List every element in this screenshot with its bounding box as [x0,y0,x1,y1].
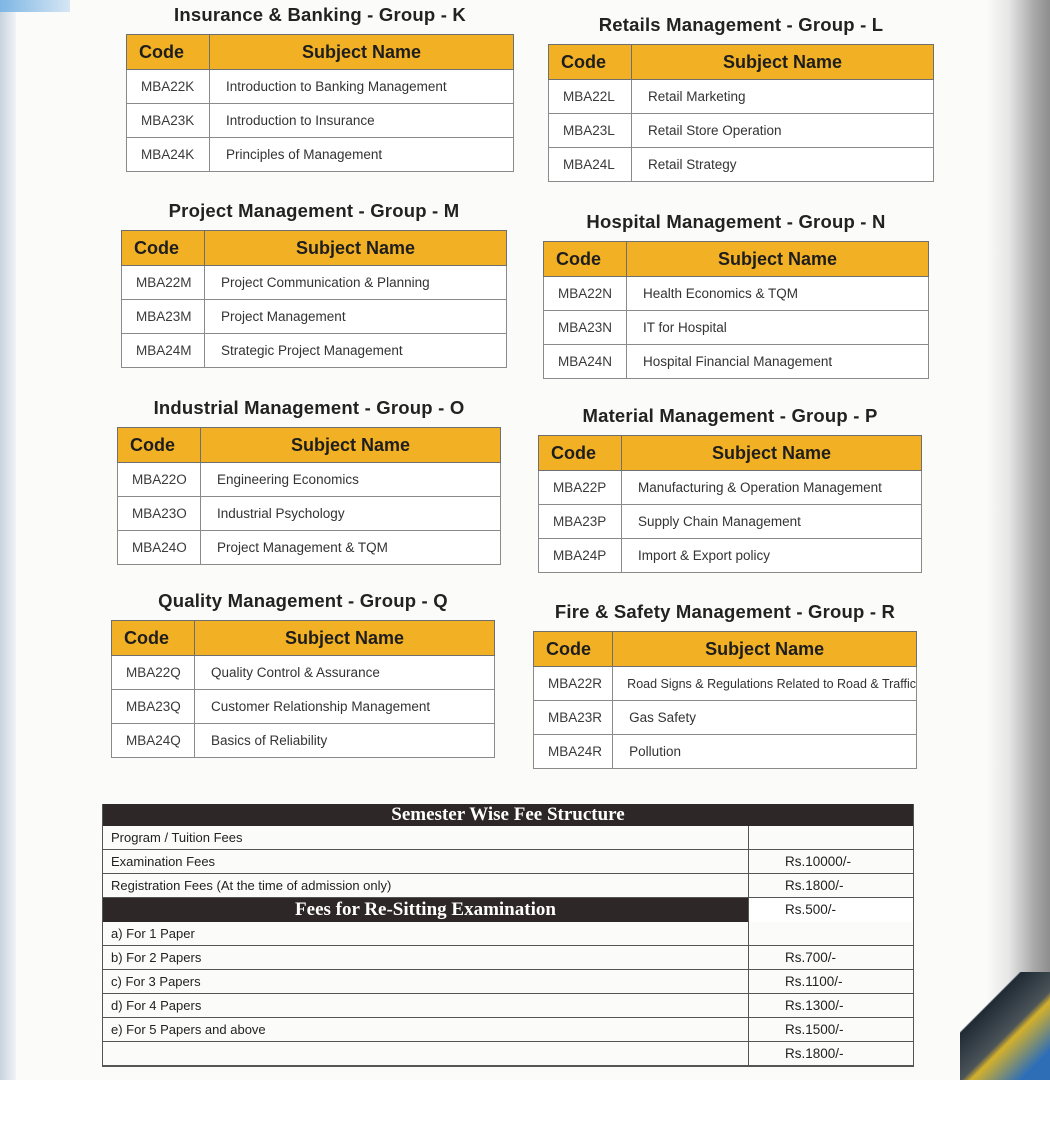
page-right-edge [986,0,1050,1080]
group-m-table [121,230,507,368]
group-l-table [548,44,934,182]
table-row [534,667,917,701]
group-r-table [533,631,917,769]
fee-row [103,1042,913,1066]
subject-name: Health Economics & TQM [627,277,929,311]
table-row [539,471,922,505]
subject-code: MBA23P [539,505,622,539]
subject-column-header: Subject Name [201,428,501,463]
table-row [539,505,922,539]
code-column-header: Code [127,35,210,70]
table-row [549,148,934,182]
subject-name: Hospital Financial Management [627,345,929,379]
subject-code: MBA23K [127,104,210,138]
group-k-section [126,4,514,172]
fee-amount: Rs.10000/- [749,850,914,874]
subject-column-header: Subject Name [205,231,507,266]
subject-name: Customer Relationship Management [195,690,495,724]
table-row [549,114,934,148]
group-m-section [121,200,507,368]
code-column-header: Code [118,428,201,463]
fee-row [103,874,913,898]
group-m-title: Project Management - Group - M [168,200,460,221]
table-row [122,266,507,300]
table-header-row [127,35,514,70]
subject-code: MBA22M [122,266,205,300]
subject-name: Road Signs & Regulations Related to Road & Traffic [613,667,917,701]
group-r-section [533,601,917,769]
fee-row [103,994,913,1018]
table-row [539,539,922,573]
subject-name: Project Management [205,300,507,334]
table-row [549,80,934,114]
subject-code: MBA24R [534,735,613,769]
group-n-title: Hospital Management - Group - N [586,211,886,232]
cover-decoration-image [960,972,1050,1080]
subject-code: MBA24K [127,138,210,172]
group-o-table [117,427,501,565]
fee-amount [749,922,914,946]
fee-row [103,946,913,970]
subject-name: Import & Export policy [622,539,922,573]
table-row [118,463,501,497]
table-header-row [122,231,507,266]
table-header-row [534,632,917,667]
table-row [118,531,501,565]
subject-name: Retail Marketing [632,80,934,114]
table-row [544,311,929,345]
fee-row [103,1018,913,1042]
subject-code: MBA23N [544,311,627,345]
subject-column-header: Subject Name [622,436,922,471]
subject-name: Strategic Project Management [205,334,507,368]
subject-code: MBA23O [118,497,201,531]
subject-code: MBA22L [549,80,632,114]
table-row [112,724,495,758]
fee-label: b) For 2 Papers [103,946,749,970]
fee-amount: Rs.1300/- [749,994,914,1018]
fee-amount: Rs.1500/- [749,1018,914,1042]
subject-name: Engineering Economics [201,463,501,497]
subject-code: MBA23Q [112,690,195,724]
subject-code: MBA23M [122,300,205,334]
subject-name: Supply Chain Management [622,505,922,539]
group-r-title: Fire & Safety Management - Group - R [554,601,896,622]
resit-fee-heading: Fees for Re-Sitting Examination [295,899,556,920]
group-n-table [543,241,929,379]
table-row [534,735,917,769]
fee-row [103,850,913,874]
table-row [544,277,929,311]
code-column-header: Code [534,632,613,667]
subject-column-header: Subject Name [627,242,929,277]
group-q-title: Quality Management - Group - Q [158,590,448,611]
subject-code: MBA23R [534,701,613,735]
subject-name: Retail Strategy [632,148,934,182]
fee-label: d) For 4 Papers [103,994,749,1018]
group-p-section [538,405,922,573]
table-header-row [544,242,929,277]
subject-code: MBA23L [549,114,632,148]
subject-column-header: Subject Name [195,621,495,656]
subject-code: MBA22R [534,667,613,701]
table-row [112,690,495,724]
fee-structure-section [102,804,914,1067]
subject-column-header: Subject Name [632,45,934,80]
fee-label: e) For 5 Papers and above [103,1018,749,1042]
resit-fee-banner [103,898,913,922]
subject-code: MBA24N [544,345,627,379]
subject-name: Introduction to Insurance [210,104,514,138]
resit-fee-table [103,922,913,1066]
subject-code: MBA22Q [112,656,195,690]
fee-label: a) For 1 Paper [103,922,749,946]
subject-column-header: Subject Name [210,35,514,70]
table-header-row [112,621,495,656]
subject-name: Principles of Management [210,138,514,172]
subject-name: Pollution [613,735,917,769]
semester-fee-table [103,826,913,898]
subject-code: MBA24O [118,531,201,565]
subject-name: Basics of Reliability [195,724,495,758]
table-row [544,345,929,379]
subject-code: MBA22N [544,277,627,311]
table-row [127,70,514,104]
group-o-title: Industrial Management - Group - O [153,397,465,418]
table-row [127,138,514,172]
subject-code: MBA24L [549,148,632,182]
code-column-header: Code [122,231,205,266]
subject-name: Industrial Psychology [201,497,501,531]
group-q-table [111,620,495,758]
fee-label: c) For 3 Papers [103,970,749,994]
fee-row [103,970,913,994]
code-column-header: Code [549,45,632,80]
subject-code: MBA24Q [112,724,195,758]
table-row [122,334,507,368]
table-row [112,656,495,690]
table-header-row [539,436,922,471]
group-p-title: Material Management - Group - P [582,405,878,426]
fee-label [103,1042,749,1066]
registration-fee-amount: Rs.500/- [748,898,913,922]
fee-label: Program / Tuition Fees [103,826,749,850]
fee-amount: Rs.1800/- [749,1042,914,1066]
fee-row [103,826,913,850]
subject-code: MBA24M [122,334,205,368]
code-column-header: Code [112,621,195,656]
fee-structure-frame [102,804,914,1067]
table-row [118,497,501,531]
group-k-title: Insurance & Banking - Group - K [174,4,466,25]
subject-column-header: Subject Name [613,632,917,667]
subject-name: Introduction to Banking Management [210,70,514,104]
table-header-row [549,45,934,80]
subject-code: MBA24P [539,539,622,573]
fee-amount: Rs.1800/- [749,874,914,898]
fee-label: Registration Fees (At the time of admission only) [103,874,749,898]
group-k-table [126,34,514,172]
subject-name: Quality Control & Assurance [195,656,495,690]
cover-corner-decoration [0,0,70,12]
subject-name: Manufacturing & Operation Management [622,471,922,505]
subject-code: MBA22P [539,471,622,505]
fee-amount [749,826,914,850]
subject-code: MBA22O [118,463,201,497]
page-left-edge [0,0,16,1080]
subject-name: Project Communication & Planning [205,266,507,300]
subject-name: Gas Safety [613,701,917,735]
table-row [122,300,507,334]
fee-amount: Rs.1100/- [749,970,914,994]
group-o-section [117,397,501,565]
group-l-section [548,14,934,182]
group-p-table [538,435,922,573]
fee-amount: Rs.700/- [749,946,914,970]
code-column-header: Code [539,436,622,471]
table-row [534,701,917,735]
semester-fee-heading: Semester Wise Fee Structure [103,804,913,826]
code-column-header: Code [544,242,627,277]
group-l-title: Retails Management - Group - L [598,14,884,35]
group-n-section [543,211,929,379]
table-header-row [118,428,501,463]
fee-row [103,922,913,946]
subject-name: Project Management & TQM [201,531,501,565]
subject-name: Retail Store Operation [632,114,934,148]
fee-label: Examination Fees [103,850,749,874]
group-q-section [111,590,495,758]
table-row [127,104,514,138]
subject-name: IT for Hospital [627,311,929,345]
subject-code: MBA22K [127,70,210,104]
